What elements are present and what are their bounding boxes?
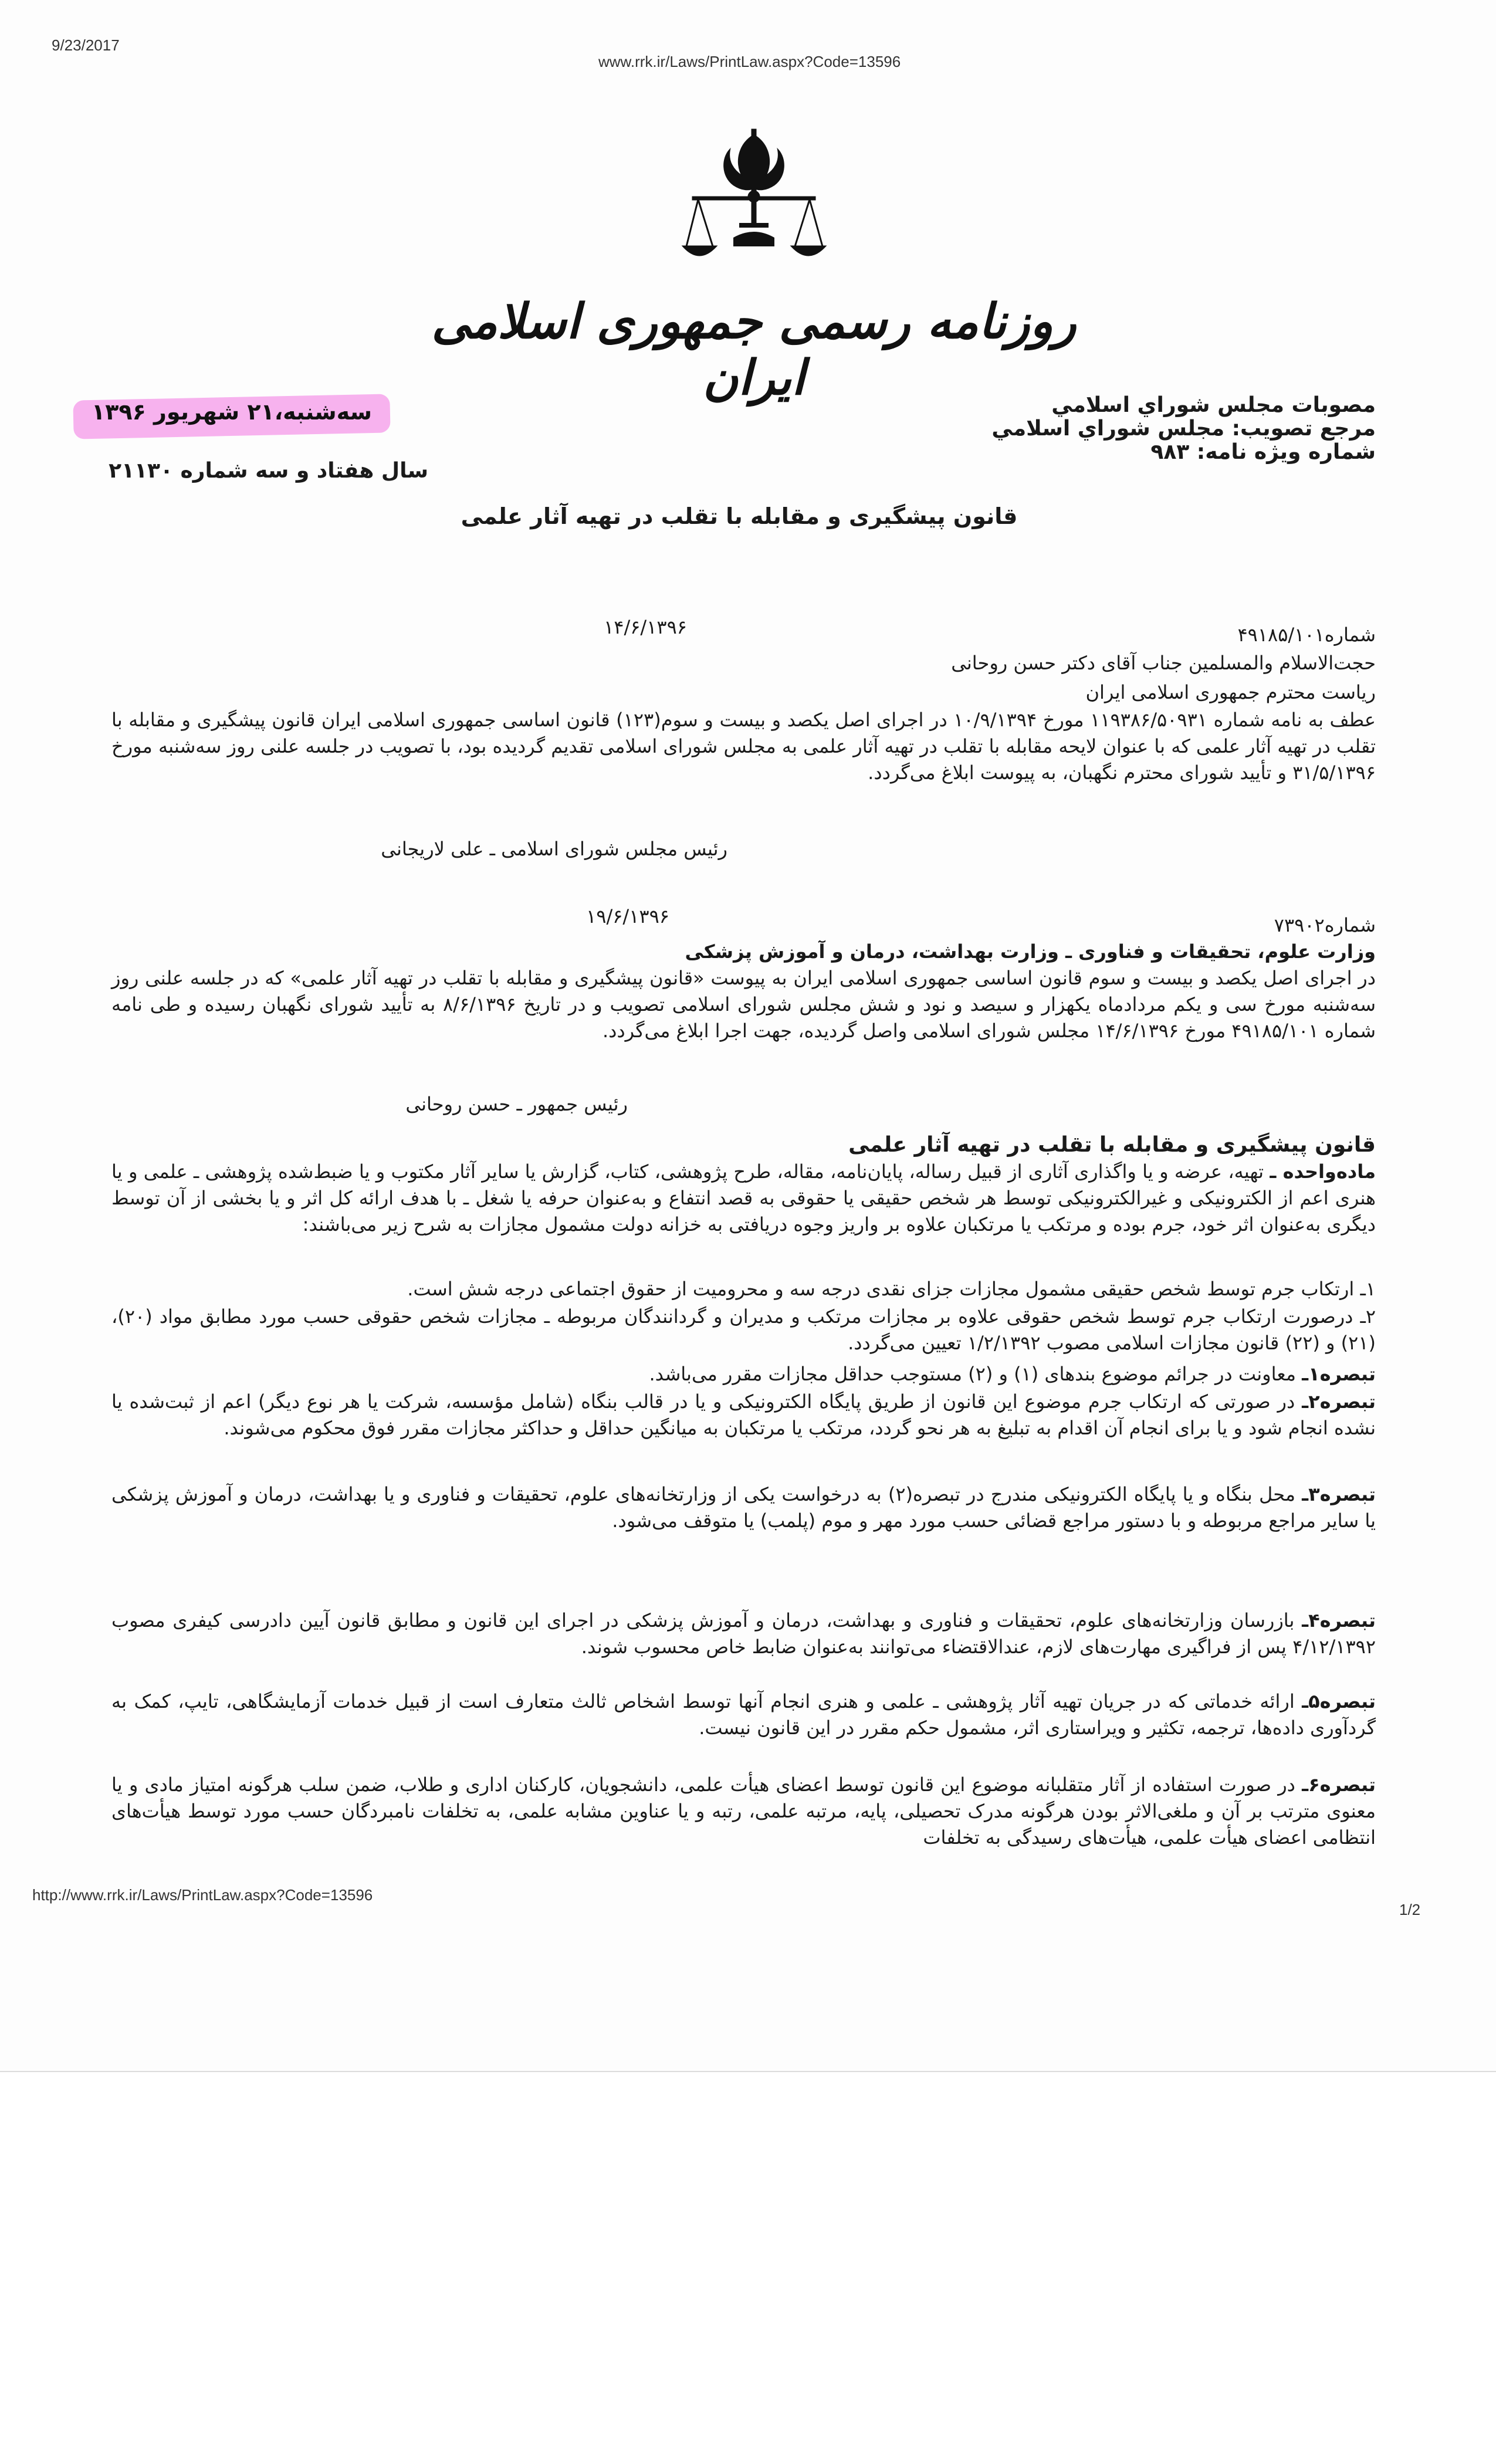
law-note-2 (111, 1389, 1376, 1441)
note4-text: بازرسان وزارتخانه‌های علوم، تحقیقات و فناوری و بهداشت، درمان و آموزش پزشکی در اجرای این قانون و مطابق قانون آیین دادرسی کیفری مصوب ۴/۱۲/۱۳۹۲ پس از فراگیری مهارت‌های لازم، عندالاقتضاء می‌توانند به‌عنوان ضابط خاص محسوب شوند. (111, 1609, 1376, 1658)
letter1-signature: رئیس مجلس شورای اسلامی ـ علی لاریجانی (381, 838, 727, 860)
letter1-body: عطف به نامه شماره ۱۱۹۳۸۶/۵۰۹۳۱ مورخ ۱۰/۹/۱۳۹۴ در اجرای اصل یکصد و بیست و سوم(۱۲۳) قانون اساسی جمهوری اسلامی ایران قانون پیشگیری و مقابله با تقلب در تهیه آثار علمی که با عنوان لایحه مقابله با تقلب در تهیه آثار علمی به مجلس شورای اسلامی تقدیم گردیده بود، با تصویب در جلسه علنی روز سه‌شنبه مورخ ۳۱/۵/۱۳۹۶ و تأیید شورای محترم نگهبان، به پیوست ابلاغ می‌گردد. (111, 709, 1376, 784)
single-article-label: ماده‌واحده ـ (1270, 1160, 1376, 1183)
letter2-body: در اجرای اصل یکصد و بیست و سوم قانون اساسی جمهوری اسلامی ایران به پیوست «قانون پیشگیری و مقابله با تقلب در تهیه آثار علمی» که در جلسه علنی روز سه‌شنبه مورخ سی و یکم مردادماه یکهزار و سیصد و نود و شش مجلس شورای اسلامی تصویب و در تاریخ ۸/۶/۱۳۹۶ به تأیید شورای نگهبان رسیده و طی نامه شماره ۴۹۱۸۵/۱۰۱ مورخ ۱۴/۶/۱۳۹۶ مجلس شورای اسلامی واصل گردیده، جهت اجرا ابلاغ می‌گردد. (111, 967, 1376, 1042)
approval-reference: مرجع تصويب: مجلس شوراي اسلامي (991, 417, 1376, 441)
law-note-5 (111, 1688, 1376, 1741)
law-item-1: ۱ـ ارتکاب جرم توسط شخص حقیقی مشمول مجازات جزای نقدی درجه سه و محرومیت از حقوق اجتماعی درجه شش است. (407, 1278, 1376, 1300)
note3-label: تبصره۳ـ (1302, 1483, 1376, 1505)
special-issue-number: شماره ويژه نامه: ۹۸۳ (1150, 440, 1376, 464)
letter1-addressee: حجت‌الاسلام والمسلمین جناب آقای دکتر حسن روحانی (951, 652, 1376, 674)
letter1-addressee-title: ریاست محترم جمهوری اسلامی ایران (1085, 681, 1376, 703)
document-title: قانون پیشگیری و مقابله با تقلب در تهیه آثار علمی (461, 503, 1018, 529)
page-indicator: 1/2 (1399, 1901, 1421, 1918)
law-note-6 (111, 1772, 1376, 1851)
law-single-article (111, 1159, 1376, 1238)
letter2-signature: رئیس جمهور ـ حسن روحانی (405, 1093, 628, 1115)
letter1-number: شماره۴۹۱۸۵/۱۰۱ (1237, 624, 1376, 646)
law-note-4 (111, 1607, 1376, 1660)
law-note-3 (111, 1481, 1376, 1534)
note6-label: تبصره۶ـ (1302, 1773, 1376, 1796)
note3-text: محل بنگاه و یا پایگاه الکترونیکی مندرج در تبصره(۲) به درخواست یکی از وزارتخانه‌های علوم، تحقیقات و فناوری و یا بهداشت، درمان و آموزش پزشکی یا سایر مراجع مربوطه و با دستور مراجع قضائی حسب مورد مهر و موم (پلمب) یا متوقف می‌شود. (111, 1483, 1376, 1532)
note2-text: در صورتی که ارتکاب جرم موضوع این قانون از طریق پایگاه الکترونیکی و یا در قالب بنگاه (شامل مؤسسه، شرکت یا هر نوع دیگر) اعم از ثبت‌شده یا نشده انجام شود و یا برای انجام آن اقدام به تبلیغ به هر نحو گردد، مرتکب یا مرتکبان به میانگین حداقل و حداکثر مجازات مقرر فوق محکوم می‌شوند. (111, 1390, 1376, 1439)
sheet-bottom-edge (0, 2071, 1496, 2072)
letter2-number: شماره۷۳۹۰۲ (1274, 914, 1376, 936)
letter2-date: ۱۹/۶/۱۳۹۶ (586, 905, 669, 928)
year-and-issue: سال هفتاد و سه شماره ۲۱۱۳۰ (109, 459, 428, 483)
note5-text: ارائه خدماتی که در جریان تهیه آثار پژوهشی ـ علمی و هنری انجام آنها توسط اشخاص ثالث متعارف است از قبیل خدمات آزمایشگاهی، تایپ، کمک به گردآوری داده‌ها، ترجمه، تکثیر و ویراستاری اثر، مشمول حکم مقرر در این قانون نیست. (111, 1690, 1376, 1739)
letter2-addressee: وزارت علوم، تحقیقات و فناوری ـ وزارت بهداشت، درمان و آموزش پزشکی (685, 940, 1376, 963)
iran-emblem-scales-icon (681, 126, 827, 279)
print-url-bottom: http://www.rrk.ir/Laws/PrintLaw.aspx?Code=13596 (32, 1886, 373, 1904)
single-article-text: تهیه، عرضه و یا واگذاری آثاری از قبیل رساله، پایان‌نامه، مقاله، طرح پژوهشی، کتاب، گزارش یا سایر آثار مکتوب و یا ضبط‌شده پژوهشی ـ علمی و یا هنری اعم از الکترونیکی و غیرالکترونیکی توسط هر شخص حقیقی یا حقوقی به قصد انتفاع و به‌عنوان حرفه یا شغل ـ با هدف ارائه کل اثر و یا بخشی از آن توسط دیگری به‌عنوان اثر خود، جرم بوده و مرتکب یا مرتکبان علاوه بر واریز وجوه دریافتی به خزانه دولت مشمول مجازات به شرح زیر می‌باشند: (111, 1160, 1376, 1236)
law-note-1 (111, 1361, 1376, 1387)
print-url-top: www.rrk.ir/Laws/PrintLaw.aspx?Code=13596 (598, 53, 901, 70)
note6-text: در صورت استفاده از آثار متقلبانه موضوع این قانون توسط اعضای هیأت علمی، دانشجویان، کارکنان اداری و طلاب، ضمن سلب هرگونه امتیاز مادی و یا معنوی مترتب بر آن و ملغی‌الاثر بودن هرگونه مدرک تحصیلی، پایه، مرتبه علمی، رتبه و یا عناوین مشابه علمی، به تخلفات نامبردگان حسب مورد توسط هیأت‌های انتظامی اعضای هیأت علمی، هیأت‌های رسیدگی به تخلفات (111, 1773, 1376, 1849)
approvals-heading: مصوبات مجلس شوراي اسلامي (1051, 393, 1376, 417)
note1-label: تبصره۱ـ (1302, 1363, 1376, 1385)
law-item-2: ۲ـ درصورت ارتکاب جرم توسط شخص حقوقی علاوه بر مجازات مرتکب و مدیران و گردانندگان مربوطه ـ مجازات شخص حقوقی حسب مورد مطابق مواد (۲۰)، (۲۱) و (۲۲) قانون مجازات اسلامی مصوب ۱/۲/۱۳۹۲ تعیین می‌گردد. (111, 1305, 1376, 1354)
note4-label: تبصره۴ـ (1302, 1609, 1376, 1632)
note2-label: تبصره۲ـ (1302, 1390, 1376, 1413)
note1-text: معاونت در جرائم موضوع بندهای (۱) و (۲) مستوجب حداقل مجازات مقرر می‌باشد. (649, 1363, 1296, 1385)
issue-date: سه‌شنبه،۲۱ شهریور ۱۳۹۶ (92, 399, 372, 425)
note5-label: تبصره۵ـ (1302, 1690, 1376, 1712)
law-title: قانون پیشگیری و مقابله با تقلب در تهیه آثار علمی (848, 1133, 1376, 1157)
gazette-masthead: روزنامه رسمی جمهوری اسلامی ایران (431, 293, 1077, 406)
print-date: 9/23/2017 (52, 36, 120, 54)
letter1-date: ۱۴/۶/۱۳۹۶ (604, 616, 687, 638)
